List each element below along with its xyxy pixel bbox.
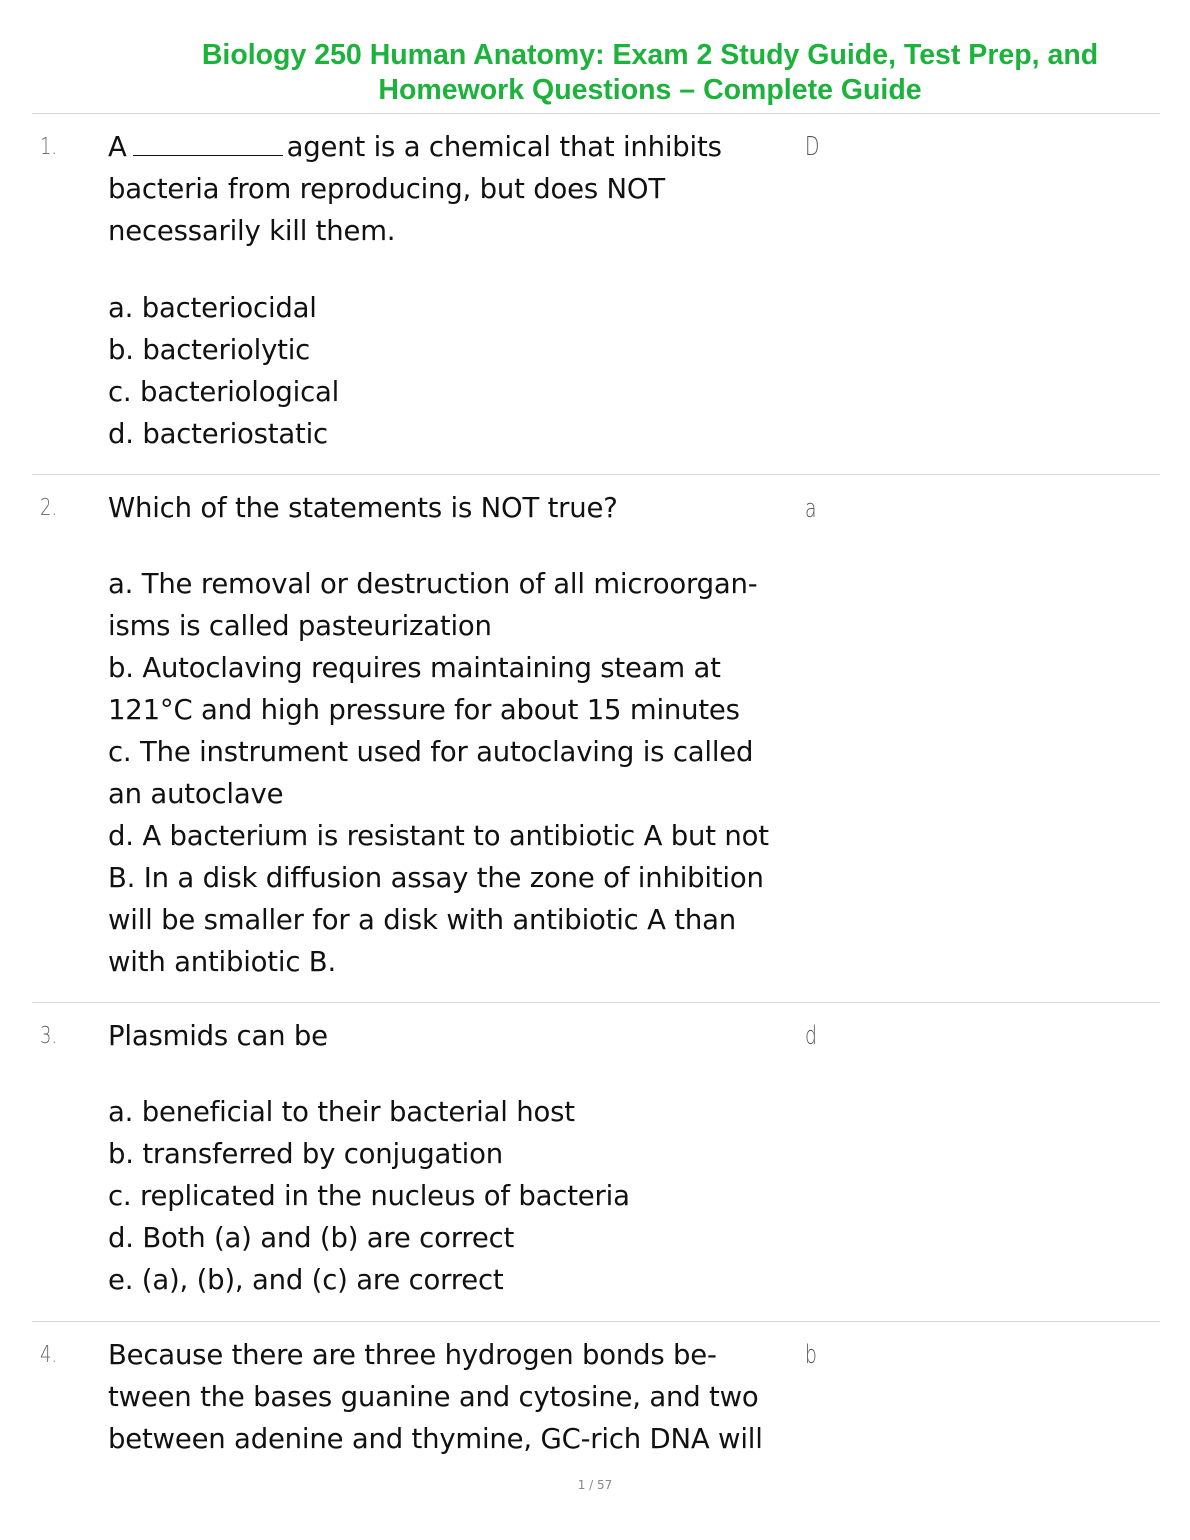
option-list <box>108 1091 808 1301</box>
option-line: an autoclave <box>108 778 284 810</box>
question-number: 1. <box>40 134 58 160</box>
option: b. transferred by conjugation <box>108 1138 503 1170</box>
option: b. bacteriolytic <box>108 334 311 366</box>
document-title <box>130 38 1170 108</box>
divider <box>32 113 1160 114</box>
option-line: b. Autoclaving requires maintaining steam at <box>108 652 721 684</box>
option-line: B. In a disk diffusion assay the zone of inhibition <box>108 862 764 894</box>
question-text-line: Plasmids can be <box>108 1020 328 1052</box>
option-line: d. A bacterium is resistant to antibiotic A but not <box>108 820 769 852</box>
question-number: 4. <box>40 1342 58 1368</box>
question-text-prefix: A <box>108 131 127 163</box>
fill-in-blank <box>133 135 283 156</box>
question-text-line: tween the bases guanine and cytosine, and two <box>108 1381 759 1413</box>
option: a. beneficial to their bacterial host <box>108 1096 575 1128</box>
question-text <box>108 1334 808 1460</box>
question-text-line: necessarily kill them. <box>108 215 396 247</box>
divider <box>32 1321 1160 1322</box>
question-text-line: between adenine and thymine, GC-rich DNA will <box>108 1423 763 1455</box>
option: d. bacteriostatic <box>108 418 328 450</box>
question-text <box>108 487 808 529</box>
question-text <box>108 1015 808 1057</box>
option-list <box>108 563 808 983</box>
question-text-line: bacteria from reproducing, but does NOT <box>108 173 665 205</box>
option-line: will be smaller for a disk with antibiotic A than <box>108 904 736 936</box>
option-list <box>108 287 808 455</box>
answer-key: d <box>805 1021 817 1051</box>
option-line: c. The instrument used for autoclaving is called <box>108 736 754 768</box>
option-line: a. The removal or destruction of all microorgan- <box>108 568 758 600</box>
page-number: 1 / 57 <box>577 1478 613 1492</box>
title-line-2: Homework Questions – Complete Guide <box>378 74 922 106</box>
option: e. (a), (b), and (c) are correct <box>108 1264 504 1296</box>
question-text-line: Which of the statements is NOT true? <box>108 492 618 524</box>
title-line-1: Biology 250 Human Anatomy: Exam 2 Study Guide, Test Prep, and <box>201 39 1099 71</box>
answer-key: a <box>805 494 817 524</box>
divider <box>32 474 1160 475</box>
divider <box>32 1002 1160 1003</box>
answer-key: b <box>805 1340 817 1370</box>
option-line: 121°C and high pressure for about 15 minutes <box>108 694 740 726</box>
question-number: 2. <box>40 495 58 521</box>
option: c. bacteriological <box>108 376 340 408</box>
option: a. bacteriocidal <box>108 292 317 324</box>
option-line: isms is called pasteurization <box>108 610 492 642</box>
option-line: with antibiotic B. <box>108 946 337 978</box>
question-number: 3. <box>40 1023 58 1049</box>
option: d. Both (a) and (b) are correct <box>108 1222 515 1254</box>
option: c. replicated in the nucleus of bacteria <box>108 1180 630 1212</box>
question-text-line: Because there are three hydrogen bonds be- <box>108 1339 717 1371</box>
answer-key: D <box>805 132 820 162</box>
question-text <box>108 126 808 252</box>
question-text-rest: agent is a chemical that inhibits <box>286 131 722 163</box>
